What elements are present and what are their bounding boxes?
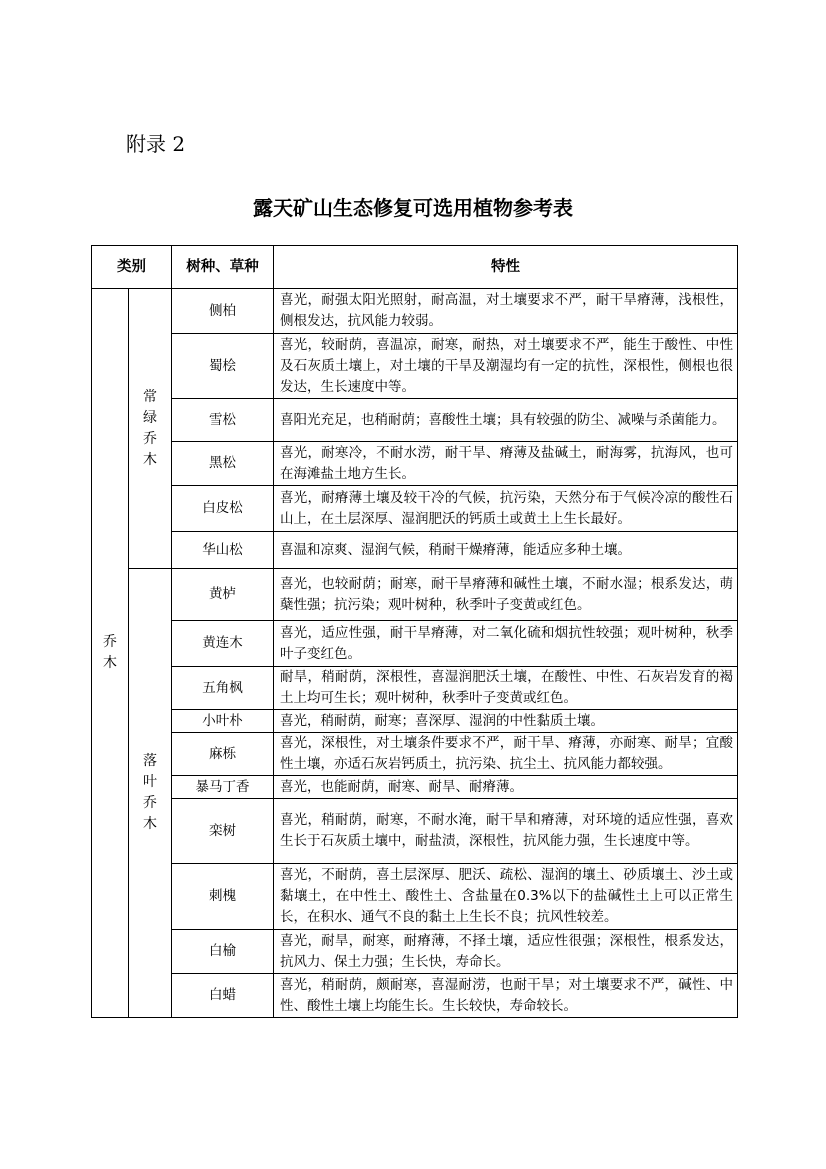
table-row [92,776,738,799]
header-traits: 特性 [274,246,738,289]
table-row [92,569,738,621]
table-row [92,974,738,1018]
species-name: 华山松 [172,532,274,569]
species-traits: 耐旱，稍耐荫，深根性，喜湿润肥沃土壤，在酸性、中性、石灰岩发育的褐土上均可生长；观叶树种，秋季叶子变黄或红色。 [274,667,738,710]
species-name: 栾树 [172,799,274,864]
table-row [92,532,738,569]
species-name: 暴马丁香 [172,776,274,799]
species-name: 白榆 [172,930,274,974]
species-name: 黄连木 [172,621,274,667]
appendix-label: 附录 2 [126,132,186,156]
species-traits: 喜光，耐旱，耐寒，耐瘠薄，不择土壤，适应性很强；深根性，根系发达，抗风力、保土力强；生长快，寿命长。 [274,930,738,974]
species-name: 白皮松 [172,486,274,532]
table-row [92,289,738,334]
species-name: 刺槐 [172,864,274,930]
species-name: 白蜡 [172,974,274,1018]
table-row [92,486,738,532]
species-name: 小叶朴 [172,710,274,733]
species-name: 侧柏 [172,289,274,334]
subcategory-label: 常绿乔木 [143,388,157,468]
category-label: 乔木 [103,634,117,671]
species-traits: 喜光，深根性，对土壤条件要求不严，耐干旱、瘠薄，亦耐寒、耐旱；宜酸性土壤，亦适石灰岩钙质土，抗污染、抗尘土、抗风能力都较强。 [274,733,738,776]
category-cell [92,289,129,1018]
table-header-row [92,246,738,289]
table-row [92,864,738,930]
table-row [92,621,738,667]
table-row [92,799,738,864]
species-name: 黑松 [172,442,274,486]
species-name: 蜀桧 [172,334,274,399]
subcategory-cell [129,569,172,1018]
species-traits: 喜光，耐强太阳光照射，耐高温，对土壤要求不严，耐干旱瘠薄，浅根性，侧根发达，抗风能力较弱。 [274,289,738,334]
species-traits: 喜光，稍耐荫，耐寒；喜深厚、湿润的中性黏质土壤。 [274,710,738,733]
species-traits: 喜光，也较耐荫；耐寒，耐干旱瘠薄和碱性土壤，不耐水湿；根系发达，萌蘖性强；抗污染；观叶树种，秋季叶子变黄或红色。 [274,569,738,621]
species-traits: 喜光，稍耐荫，耐寒，不耐水淹，耐干旱和瘠薄，对环境的适应性强，喜欢生长于石灰质土壤中，耐盐渍，深根性，抗风能力强，生长速度中等。 [274,799,738,864]
plant-reference-table [91,245,738,1018]
table-row [92,334,738,399]
species-traits: 喜光，耐寒冷，不耐水涝，耐干旱、瘠薄及盐碱土，耐海雾，抗海风，也可在海滩盐土地方生长。 [274,442,738,486]
table-row [92,930,738,974]
subcategory-label: 落叶乔木 [143,753,157,832]
header-category: 类别 [92,246,172,289]
species-traits: 喜温和凉爽、湿润气候，稍耐干燥瘠薄，能适应多种土壤。 [274,532,738,569]
species-name: 雪松 [172,399,274,442]
species-traits: 喜阳光充足，也稍耐荫；喜酸性土壤；具有较强的防尘、减噪与杀菌能力。 [274,399,738,442]
table-row [92,399,738,442]
table-row [92,667,738,710]
species-name: 黄栌 [172,569,274,621]
species-traits: 喜光，耐瘠薄土壤及较干冷的气候，抗污染，天然分布于气候冷凉的酸性石山上，在土层深厚、湿润肥沃的钙质土或黄土上生长最好。 [274,486,738,532]
page-title: 露天矿山生态修复可选用植物参考表 [253,196,573,220]
species-traits: 喜光，较耐荫，喜温凉，耐寒，耐热，对土壤要求不严，能生于酸性、中性及石灰质土壤上，对土壤的干旱及潮湿均有一定的抗性，深根性，侧根也很发达，生长速度中等。 [274,334,738,399]
species-traits: 喜光，不耐荫，喜土层深厚、肥沃、疏松、湿润的壤土、砂质壤土、沙土或黏壤土，在中性土、酸性土、含盐量在0.3%以下的盐碱性土上可以正常生长，在积水、通气不良的黏土上生长不良；抗风性较差。 [274,864,738,930]
species-traits: 喜光，适应性强，耐干旱瘠薄，对二氧化硫和烟抗性较强；观叶树种，秋季叶子变红色。 [274,621,738,667]
header-species: 树种、草种 [172,246,274,289]
species-name: 五角枫 [172,667,274,710]
table-row [92,710,738,733]
table-row [92,442,738,486]
species-traits: 喜光，稍耐荫，颇耐寒，喜湿耐涝，也耐干旱；对土壤要求不严，碱性、中性、酸性土壤上均能生长。生长较快，寿命较长。 [274,974,738,1018]
subcategory-cell [129,289,172,569]
table-row [92,733,738,776]
species-traits: 喜光，也能耐荫，耐寒、耐旱、耐瘠薄。 [274,776,738,799]
species-name: 麻栎 [172,733,274,776]
